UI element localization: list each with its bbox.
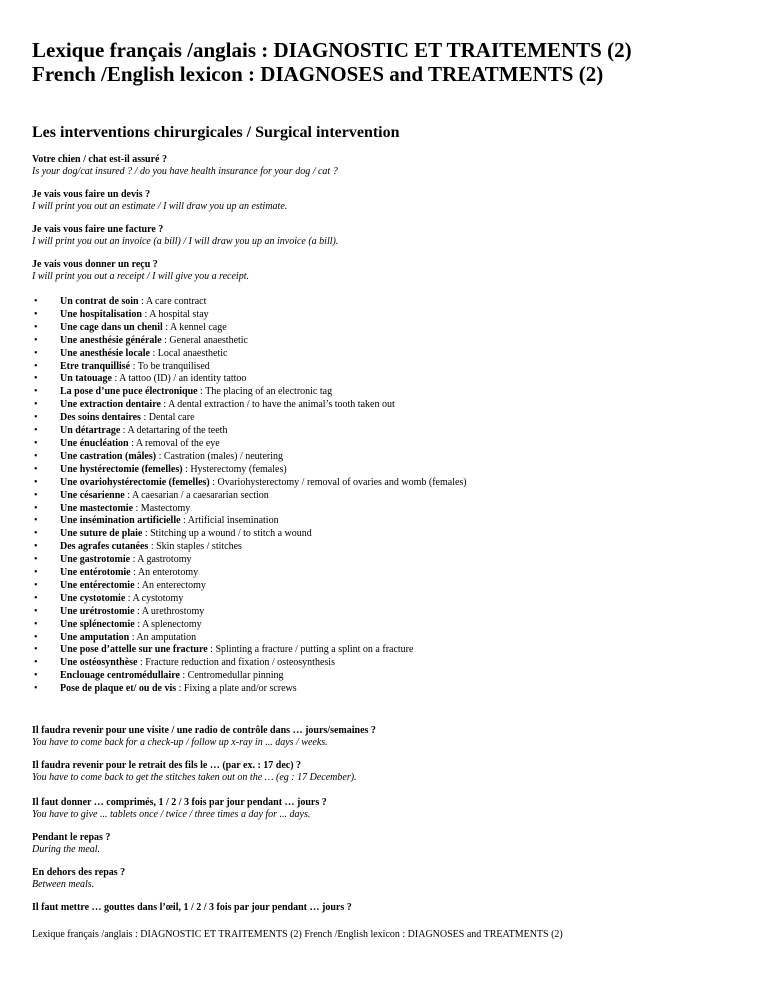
answer-text: You have to come back for a check-up / follow up x-ray in ... days / weeks.	[32, 737, 328, 748]
term-french: Des agrafes cutanées	[60, 541, 149, 553]
list-item	[32, 593, 467, 606]
qa-tablets	[32, 797, 752, 821]
list-item	[32, 606, 467, 619]
title-english: French /English lexicon : DIAGNOSES and TREATMENTS (2)	[32, 62, 604, 86]
list-item	[32, 503, 467, 516]
term-english: : Splinting a fracture / putting a splint on a fracture	[207, 644, 414, 656]
question-text: Il faut mettre … gouttes dans l’œil, 1 / 2 / 3 fois par jour pendant … jours ?	[32, 902, 352, 913]
question-text: Il faudra revenir pour une visite / une radio de contrôle dans … jours/semaines ?	[32, 725, 376, 736]
term-french: Une urétrostomie	[60, 605, 135, 617]
term-french: Etre tranquillisé	[60, 360, 131, 372]
term-french: Une anesthésie générale	[60, 334, 162, 346]
term-french: Une pose d’attelle sur une fracture	[60, 644, 208, 656]
term-english: : A care contract	[138, 296, 207, 307]
qa-invoice	[32, 224, 752, 248]
term-english: : Artificial insemination	[180, 515, 279, 527]
answer-text: Between meals.	[32, 879, 95, 890]
page-footer: Lexique français /anglais : DIAGNOSTIC ET TRAITEMENTS (2) French /English lexicon : DIAGNOSES and TREATMENTS (2)	[32, 929, 563, 940]
list-item	[32, 657, 467, 670]
term-english: : A detartaring of the teeth	[120, 425, 228, 437]
list-item	[32, 477, 467, 490]
list-item	[32, 619, 467, 632]
question-text: Il faudra revenir pour le retrait des fils le … (par ex. : 17 dec) ?	[32, 760, 302, 771]
term-french: Une gastrotomie	[60, 554, 131, 566]
term-english: : An enterectomy	[134, 579, 206, 591]
question-text: Je vais vous donner un reçu ?	[32, 259, 158, 270]
list-item	[32, 541, 467, 554]
list-item	[32, 451, 467, 464]
term-english: : A cystotomy	[125, 592, 184, 604]
list-item	[32, 335, 467, 348]
term-english: : A kennel cage	[162, 321, 227, 333]
term-english: : Dental care	[140, 412, 195, 424]
list-item	[32, 670, 467, 683]
term-french: La pose d’une puce électronique	[60, 386, 198, 398]
terms-list	[32, 296, 467, 696]
section-title: Les interventions chirurgicales / Surgical intervention	[32, 124, 400, 141]
list-item	[32, 490, 467, 503]
term-french: Une ovariohystérectomie (femelles)	[60, 476, 210, 488]
term-french: Une insémination artificielle	[60, 515, 181, 527]
qa-followup-visit	[32, 725, 752, 749]
term-english: : A urethrostomy	[134, 605, 205, 617]
list-item	[32, 438, 467, 451]
term-english: : Centromedullar pinning	[179, 670, 284, 682]
term-french: Un détartrage	[60, 425, 121, 437]
term-english: : An amputation	[129, 631, 197, 643]
document-title	[32, 38, 632, 86]
answer-text: I will print you out an invoice (a bill) / I will draw you up an invoice (a bill).	[32, 236, 339, 247]
term-english: : Stitching up a wound / to stitch a wound	[142, 528, 312, 540]
term-english: : Ovariohysterectomy / removal of ovaries and womb (females)	[209, 476, 467, 488]
term-french: Un contrat de soin	[60, 296, 139, 307]
list-item	[32, 399, 467, 412]
question-text: Je vais vous faire une facture ?	[32, 224, 164, 235]
qa-receipt	[32, 259, 752, 283]
list-item	[32, 361, 467, 374]
term-english: : A splenectomy	[134, 618, 202, 630]
term-english: : A removal of the eye	[128, 437, 220, 449]
term-french: Une cystotomie	[60, 592, 126, 604]
list-item	[32, 515, 467, 528]
term-english: : Hysterectomy (females)	[182, 463, 287, 475]
qa-between-meals	[32, 867, 752, 891]
term-english: : A tattoo (ID) / an identity tattoo	[111, 373, 247, 385]
answer-text: Is your dog/cat insured ? / do you have health insurance for your dog / cat ?	[32, 166, 338, 177]
answer-text: During the meal.	[32, 844, 101, 855]
term-english: : A dental extraction / to have the animal’s tooth taken out	[160, 399, 395, 411]
list-item	[32, 567, 467, 580]
term-english: : Skin staples / stitches	[148, 541, 242, 553]
question-text: Il faut donner … comprimés, 1 / 2 / 3 fois par jour pendant … jours ?	[32, 797, 327, 808]
list-item	[32, 309, 467, 322]
term-english: : The placing of an electronic tag	[197, 386, 333, 398]
term-english: : A caesarian / a caesararian section	[124, 489, 269, 501]
term-french: Une hystérectomie (femelles)	[60, 463, 183, 475]
term-french: Enclouage centromédullaire	[60, 670, 180, 682]
list-item	[32, 632, 467, 645]
term-english: : Local anaesthetic	[150, 347, 228, 359]
term-french: Une entérotomie	[60, 567, 131, 579]
list-item	[32, 554, 467, 567]
term-french: Une amputation	[60, 631, 130, 643]
term-french: Pose de plaque et/ ou de vis	[60, 683, 177, 695]
question-text: Pendant le repas ?	[32, 832, 111, 843]
term-french: Une entérectomie	[60, 579, 135, 591]
question-text: En dehors des repas ?	[32, 867, 126, 878]
term-english: : To be tranquilised	[130, 360, 210, 372]
list-item	[32, 322, 467, 335]
list-item	[32, 386, 467, 399]
term-french: Une césarienne	[60, 489, 125, 501]
answer-text: You have to give ... tablets once / twice / three times a day for ... days.	[32, 809, 311, 820]
term-english: : An enterotomy	[130, 567, 199, 579]
answer-text: You have to come back to get the stitches taken out on the … (eg : 17 December).	[32, 772, 357, 783]
term-french: Une suture de plaie	[60, 528, 143, 540]
list-item	[32, 464, 467, 477]
term-english: : A gastrotomy	[130, 554, 192, 566]
list-item	[32, 412, 467, 425]
term-french: Une castration (mâles)	[60, 450, 157, 462]
list-item	[32, 373, 467, 386]
term-french: Une mastectomie	[60, 502, 134, 514]
list-item	[32, 348, 467, 361]
term-english: : A hospital stay	[141, 308, 209, 320]
qa-during-meal	[32, 832, 752, 856]
term-french: Une anesthésie locale	[60, 347, 150, 359]
term-french: Des soins dentaires	[60, 412, 141, 424]
qa-stitches-removal	[32, 760, 752, 784]
list-item	[32, 644, 467, 657]
answer-text: I will print you out a receipt / I will give you a receipt.	[32, 271, 249, 282]
term-french: Une cage dans un chenil	[60, 321, 163, 333]
term-english: : Castration (males) / neutering	[156, 450, 284, 462]
qa-insurance	[32, 154, 752, 178]
term-french: Une splénectomie	[60, 618, 135, 630]
title-french: Lexique français /anglais : DIAGNOSTIC ET TRAITEMENTS (2)	[32, 38, 632, 62]
term-french: Une hospitalisation	[60, 308, 142, 320]
list-item	[32, 425, 467, 438]
term-french: Une ostéosynthèse	[60, 657, 138, 669]
term-english: : Fixing a plate and/or screws	[176, 683, 297, 695]
list-item	[32, 683, 467, 696]
list-item	[32, 296, 467, 309]
term-french: Une extraction dentaire	[60, 399, 161, 411]
qa-eye-drops	[32, 902, 752, 914]
question-text: Je vais vous faire un devis ?	[32, 189, 151, 200]
term-french: Un tatouage	[60, 373, 112, 385]
question-text: Votre chien / chat est-il assuré ?	[32, 154, 167, 165]
list-item	[32, 580, 467, 593]
list-item	[32, 528, 467, 541]
term-english: : Mastectomy	[133, 502, 191, 514]
qa-estimate	[32, 189, 752, 213]
term-english: : General anaesthetic	[161, 334, 248, 346]
answer-text: I will print you out an estimate / I will draw you up an estimate.	[32, 201, 288, 212]
term-french: Une énucléation	[60, 437, 129, 449]
term-english: : Fracture reduction and fixation / osteosynthesis	[137, 657, 335, 669]
